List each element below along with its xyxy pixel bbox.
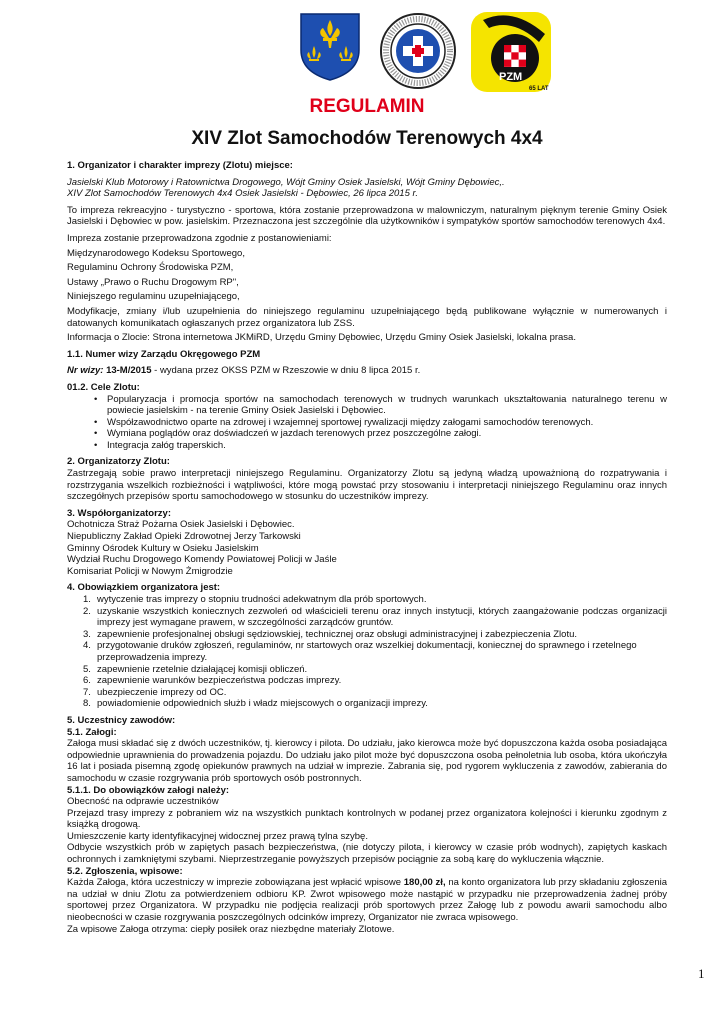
list-item xyxy=(83,628,667,641)
pzm-years-text: 65 LAT xyxy=(529,86,549,92)
list-item xyxy=(83,686,667,699)
coorganizer-line: Niepubliczny Zakład Opieki Zdrowotnej Jerzy Tarkowski xyxy=(67,531,301,543)
page-number: 1 xyxy=(698,966,705,981)
fee-text-rest: na konto organizatora lub przy składaniu zgłoszenia na udział w dniu Zlotu za potwierdzeniem odbioru KP. Zwrot wpisowego może nastąpić w przypadku nie przeprowadzenia żadnej próby sportowej przez Organizatora. W przypadku nie podjęcia realizacji prób sportowych przez Załogę lub z powodu awarii samochodu albo nieobecności w czasie rozgrywania poszczególnych odcinków imprezy, Organizator nie zwraca wpisowego. xyxy=(67,877,667,924)
section-5-heading: 5. Uczestnicy zawodów: xyxy=(67,714,176,726)
section-5-1-heading: 5.1. Załogi: xyxy=(67,726,117,738)
item-text: zapewnienie rzetelnie działającej komisji obliczeń. xyxy=(97,663,308,675)
organizer-duties-list xyxy=(67,594,667,710)
visa-rest: - wydana przez OKSS PZM w Rzeszowie w dniu 8 lipca 2015 r. xyxy=(151,365,421,377)
section-1-heading: 1. Organizator i charakter imprezy (Zlotu) miejsce: xyxy=(67,160,293,171)
document-subtitle: XIV Zlot Samochodów Terenowych 4x4 xyxy=(191,128,543,149)
coorganizer-line: Komisariat Policji w Nowym Żmigrodzie xyxy=(67,565,233,577)
list-item xyxy=(83,605,667,629)
section-1-paragraph-2: Impreza zostanie przeprowadzona zgodnie z postanowieniami: xyxy=(67,232,332,244)
item-number: 3. xyxy=(83,628,91,640)
list-item xyxy=(83,698,667,710)
item-text: ubezpieczenie imprezy od OC. xyxy=(97,686,227,698)
club-emblem-logo xyxy=(379,12,457,90)
section-5-2-closing: Za wpisowe Załoga otrzyma: ciepły posiłek oraz niezbędne materiały Zlotowe. xyxy=(67,923,395,935)
header-logos xyxy=(299,12,559,94)
visa-number-line xyxy=(67,365,667,377)
organizer-line-2: XIV Zlot Samochodów Terenowych 4x4 Osiek Jasielski - Dębowiec, 26 lipca 2015 r. xyxy=(67,188,418,200)
fee-amount: 180,00 zł, xyxy=(403,877,446,889)
visa-value: 13-M/2015 xyxy=(106,365,152,377)
item-number: 7. xyxy=(83,686,91,698)
section-4-heading: 4. Obowiązkiem organizatora jest: xyxy=(67,582,221,594)
list-item xyxy=(83,594,667,606)
list-item xyxy=(83,663,667,676)
section-5-1-1-heading: 5.1.1. Do obowiązków załogi należy: xyxy=(67,784,230,796)
duty-line: Umieszczenie karty identyfikacyjnej widocznej przez prawą tylna szybę. xyxy=(67,830,368,842)
fee-text-start: Każda Załoga, która uczestniczy w imprezie zobowiązana jest wpłacić wpisowe xyxy=(67,877,404,889)
item-number: 6. xyxy=(83,675,91,687)
rule-item: Międzynarodowego Kodeksu Sportowego, xyxy=(67,247,245,259)
section-1-paragraph-1: To impreza rekreacyjno - turystyczno - sportowa, która zostanie przeprowadzona w malowniczym, naturalnym pięknym terenie Gminy Osiek Jasielski i Dębowiec w pow. jasielskim. Przeznaczona jest szczególnie dla użytkowników i sympatyków sportów samochodów terenowych 4x4. xyxy=(67,204,667,228)
section-5-1-text: Załoga musi składać się z dwóch uczestników, tj. kierowcy i pilota. Do udziału, jako kierowca może być dopuszczona każda osoba posiadająca odpowiednie uprawnienia do prowadzenia pojazdu. Do udziału jako pilot może być dopuszczona osoba pełnoletnia lub osoba, która ukończyła 16 lat i posiada pisemną zgodę opiekunów prawnych na udział w imprezie. Zabrania się, pod rygorem wykluczenia z zawodów, zabierania do samochodu w czasie rozgrywania prób sportowych osób postronnych. xyxy=(67,738,667,784)
goals-list xyxy=(67,394,667,452)
item-number: 8. xyxy=(83,698,91,710)
duty-line: Odbycie wszystkich prób w zapiętych pasach bezpieczeństwa, (nie dotyczy pilota, i kierowcy w czasie prób wodnych), zapiętych kaskach ochronnych i zamkniętymi szybami. Nieprzestrzeganie powyższych przepisów pociągnie za sobą karę do wykluczenia włącznie. xyxy=(67,842,667,866)
section-2-text: Zastrzegają sobie prawo interpretacji niniejszego Regulaminu. Organizatorzy Zlotu są jedyną władzą upoważnioną do rozpatrywania i rozstrzygania wszelkich rozbieżności i wątpliwości, które mogą powstać przy stosowaniu i interpretacji niniejszego Regulaminu oraz innych szczegółnych przepisów sportu samochodowego w stosunku do uczestników imprezy. xyxy=(67,468,667,503)
coorganizer-line: Ochotnicza Straż Pożarna Osiek Jasielski i Dębowiec. xyxy=(67,519,295,531)
list-item xyxy=(83,640,667,663)
section-1-paragraph-3: Modyfikacje, zmiany i/lub uzupełnienia do niniejszego regulaminu uzupełniającego będą publikowane wyłącznie w numerowanych i datowanych komunikatach ogłaszanych przez organizatora lub ZSS. xyxy=(67,305,667,329)
item-text: uzyskanie wszystkich koniecznych zezwoleń od właścicieli terenu oraz innych instytucji, których zaangażowanie podczas organizacji imprezy jest wymagane prawem, w szczególności zarządców gruntów. xyxy=(97,605,667,629)
pzm-logo-text: PZM xyxy=(499,71,523,83)
section-3-heading: 3. Współorganizatorzy: xyxy=(67,507,171,519)
document-body xyxy=(67,160,667,935)
item-text: powiadomienie odpowiednich służb i władz miejscowych o organizacji imprezy. xyxy=(97,698,428,710)
item-number: 5. xyxy=(83,663,91,675)
item-number: 4. xyxy=(83,640,91,652)
rule-item: Niniejszego regulaminu uzupełniającego, xyxy=(67,291,240,303)
section-5-2-heading: 5.2. Zgłoszenia, wpisowe: xyxy=(67,865,183,877)
section-2-heading: 2. Organizatorzy Zlotu: xyxy=(67,456,170,468)
duty-line: Przejazd trasy imprezy z pobraniem wiz na wszystkich punktach kontrolnych w podanej przez organizatora kolejności i kierunku zgodnym z książką drogową. xyxy=(67,807,667,831)
document-title: REGULAMIN xyxy=(309,96,425,117)
section-1-1-heading: 1.1. Numer wizy Zarządu Okręgowego PZM xyxy=(67,348,261,360)
organizer-line-1: Jasielski Klub Motorowy i Ratownictwa Drogowego, Wójt Gminy Osiek Jasielski, Wójt Gminy Dębowiec,. xyxy=(67,176,505,188)
item-text: wytyczenie tras imprezy o stopniu trudności adekwatnym dla prób sportowych. xyxy=(97,594,427,605)
item-number: 2. xyxy=(83,605,91,617)
list-item: • Popularyzacja i promocja sportów na samochodach terenowych w trudnych warunkach ukształtowania naturalnego terenu w powiecie jasielskim - na terenie Gminy Osiek Jasielski i Dębowiec. xyxy=(107,394,667,417)
item-text: przygotowanie druków zgłoszeń, regulaminów, nr startowych oraz wszelkiej dokumentacji, koniecznej do sprawnego i rzetelnego przeprowadzenia imprezy. xyxy=(97,640,637,663)
item-text: zapewnienie profesjonalnej obsługi sędziowskiej, technicznej oraz obsługi administracyjnej i zabezpieczenia Zlotu. xyxy=(97,628,578,640)
item-number: 1. xyxy=(83,594,91,605)
section-1-paragraph-4: Informacja o Zlocie: Strona internetowa JKMiRD, Urzędu Gminy Dębowiec, Urzędu Gminy Osiek Jasielski, lokalna prasa. xyxy=(67,332,576,344)
duty-line: Obecność na odprawie uczestników xyxy=(67,796,219,808)
rule-item: Ustawy „Prawo o Ruchu Drogowym RP", xyxy=(67,276,239,288)
list-item: • Współzawodnictwo oparte na zdrowej i wzajemnej sportowej rywalizacji między załogami samochodów terenowych. xyxy=(107,417,667,429)
list-item: • Wymiana poglądów oraz doświadczeń w jazdach terenowych przez poszczególne załogi. xyxy=(107,428,667,440)
coorganizer-line: Wydział Ruchu Drogowego Komendy Powiatowej Policji w Jaśle xyxy=(67,554,337,566)
list-item xyxy=(83,675,667,687)
section-5-2-text xyxy=(67,877,667,923)
list-item: • Integracja załóg traperskich. xyxy=(107,440,667,452)
section-01-2-heading: 01.2. Cele Zlotu: xyxy=(67,381,140,393)
rule-item: Regulaminu Ochrony Środowiska PZM, xyxy=(67,262,234,274)
coat-of-arms-logo xyxy=(299,12,361,82)
coorganizer-line: Gminny Ośrodek Kultury w Osieku Jasielskim xyxy=(67,542,259,554)
visa-label: Nr wizy: xyxy=(67,365,104,377)
pzm-logo xyxy=(469,12,557,94)
item-text: zapewnienie warunków bezpieczeństwa podczas imprezy. xyxy=(97,675,342,687)
